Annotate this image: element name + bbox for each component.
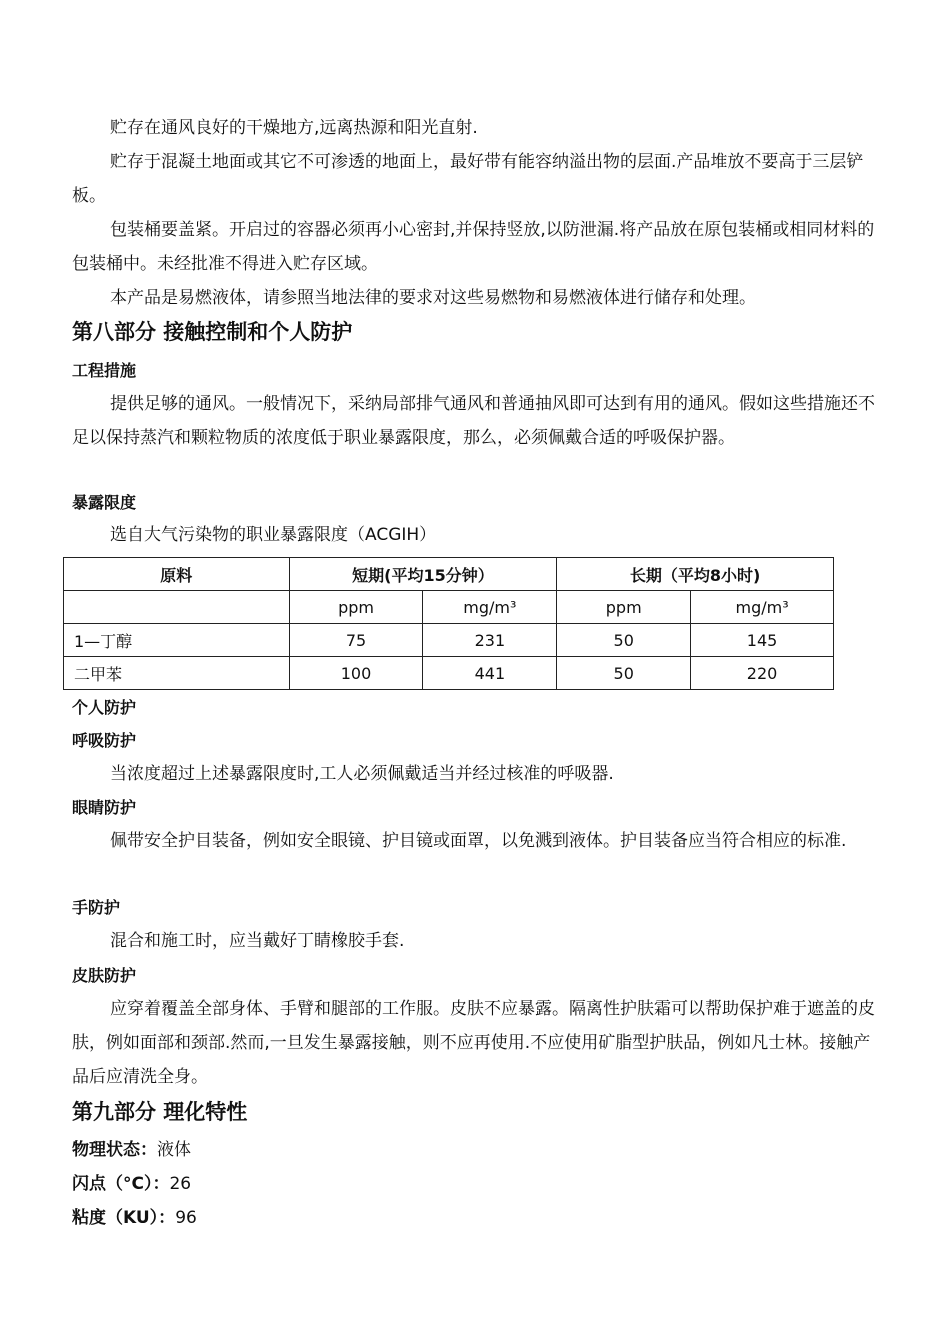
material-name: 1—丁醇 [64,624,290,657]
eye-heading: 眼睛防护 [72,798,137,817]
material-name: 二甲苯 [64,657,290,690]
flash-point-label: 闪点（°C）： [72,1174,170,1194]
header-short-term: 短期(平均15分钟） [289,558,557,591]
short-mg-value: 441 [423,657,557,690]
unit-short-mg: mg/m³ [423,591,557,624]
personal-protection-heading: 个人防护 [72,698,137,717]
long-mg-value: 220 [691,657,834,690]
viscosity-value: 96 [175,1208,197,1228]
long-mg-value: 145 [691,624,834,657]
skin-text: 应穿着覆盖全部身体、手臂和腿部的工作服。皮肤不应暴露。隔离性护肤霜可以帮助保护难于遮盖的皮肤，例如面部和颈部.然而,一旦发生暴露接触，则不应再使用.不应使用矿脂型护肤品，例如凡士林。接触产品后应清洗全身。 [72,999,875,1087]
viscosity-line [72,1205,197,1231]
unit-long-mg: mg/m³ [691,591,834,624]
exposure-limits-table [63,557,834,690]
header-long-term: 长期（平均8小时) [557,558,834,591]
table-row [64,624,834,657]
respiratory-text: 当浓度超过上述暴露限度时,工人必须佩戴适当并经过核准的呼吸器. [110,764,614,784]
short-ppm-value: 100 [289,657,423,690]
section-8-title: 第八部分 接触控制和个人防护 [72,320,353,344]
unit-long-ppm: ppm [557,591,691,624]
section-9-title: 第九部分 理化特性 [72,1100,248,1124]
table-header-row [64,558,834,591]
short-mg-value: 231 [423,624,557,657]
hand-heading: 手防护 [72,898,121,917]
unit-short-ppm: ppm [289,591,423,624]
engineering-text: 提供足够的通风。一般情况下，采纳局部排气通风和普通抽风即可达到有用的通风。假如这些措施还不足以保持蒸汽和颗粒物质的浓度低于职业暴露限度，那么，必须佩戴合适的呼吸保护器。 [72,394,875,448]
exposure-limits-caption: 选自大气污染物的职业暴露限度（ACGIH） [110,525,437,545]
engineering-heading: 工程措施 [72,361,137,380]
units-empty-cell [64,591,290,624]
physical-state-line [72,1137,191,1163]
long-ppm-value: 50 [557,657,691,690]
flash-point-line [72,1171,191,1197]
physical-state-label: 物理状态： [72,1140,157,1160]
table-units-row [64,591,834,624]
storage-paragraph-3: 包装桶要盖紧。开启过的容器必须再小心密封,并保持竖放,以防泄漏.将产品放在原包装桶或相同材料的包装桶中。未经批准不得进入贮存区域。 [72,220,875,274]
storage-paragraph-1: 贮存在通风良好的干燥地方,远离热源和阳光直射. [110,118,478,138]
viscosity-label: 粘度（KU）： [72,1208,176,1228]
short-ppm-value: 75 [289,624,423,657]
hand-text: 混合和施工时，应当戴好丁睛橡胶手套. [110,931,405,951]
flash-point-value: 26 [169,1174,192,1194]
storage-paragraph-2: 贮存于混凝土地面或其它不可渗透的地面上，最好带有能容纳溢出物的层面.产品堆放不要高于三层铲板。 [72,152,864,206]
skin-heading: 皮肤防护 [72,966,137,985]
header-material: 原料 [64,558,290,591]
eye-text: 佩带安全护目装备，例如安全眼镜、护目镜或面罩，以免溅到液体。护目装备应当符合相应的标准. [110,831,847,851]
storage-paragraph-4: 本产品是易燃液体，请参照当地法律的要求对这些易燃物和易燃液体进行储存和处理。 [110,288,756,308]
long-ppm-value: 50 [557,624,691,657]
table-row [64,657,834,690]
physical-state-value: 液体 [157,1140,191,1160]
exposure-limits-heading: 暴露限度 [72,493,137,512]
respiratory-heading: 呼吸防护 [72,731,137,750]
